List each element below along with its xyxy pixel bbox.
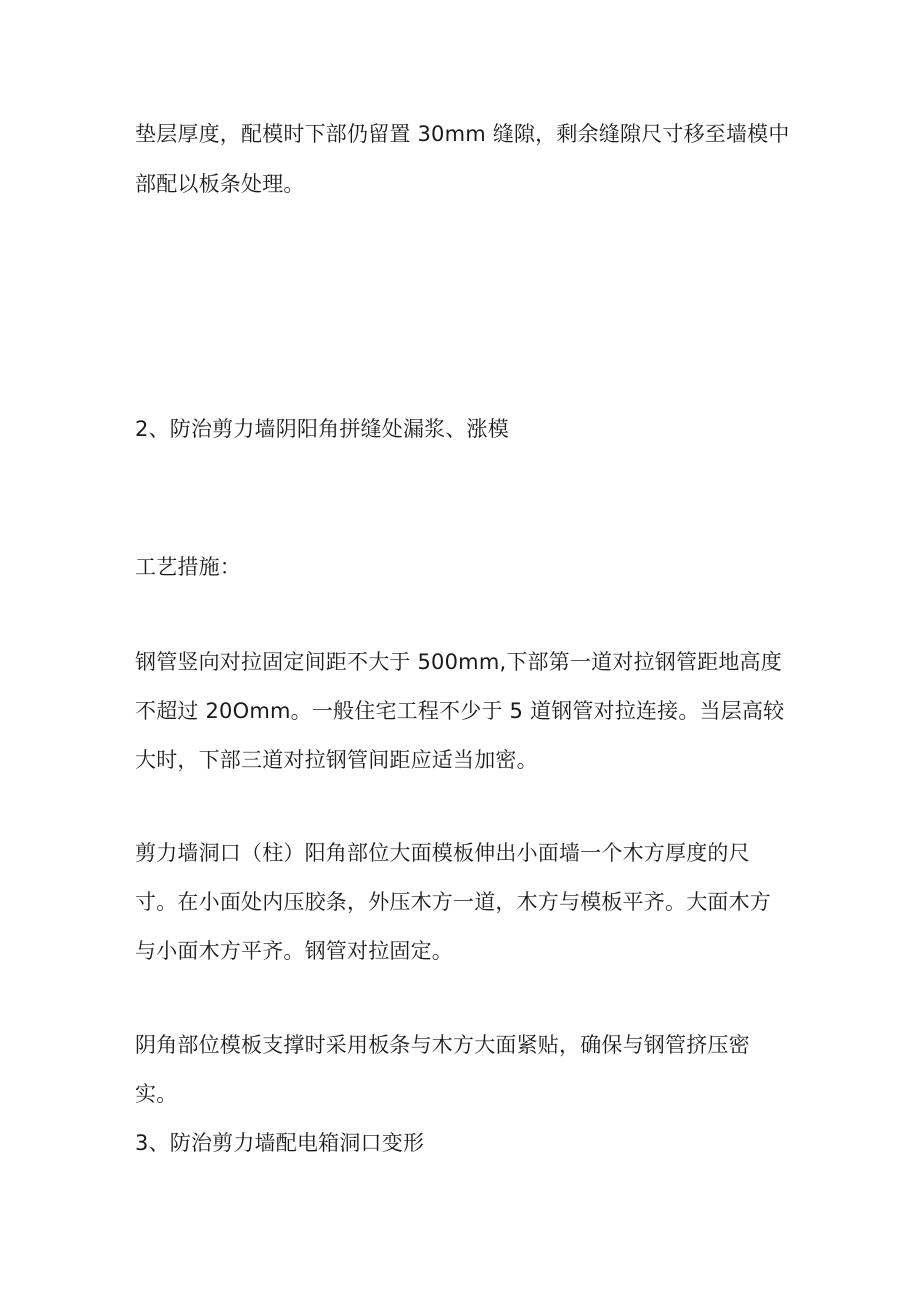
paragraph-line: 阴角部位模板支撑时采用板条与木方大面紧贴，确保与钢管挤压密 bbox=[135, 1033, 750, 1057]
paragraph-line: 寸。在小面处内压胶条，外压木方一道，木方与模板平齐。大面木方 bbox=[135, 890, 771, 914]
paragraph-line: 部配以板条处理。 bbox=[135, 172, 305, 196]
section-heading-2: 2、防治剪力墙阴阳角拼缝处漏浆、涨模 bbox=[135, 417, 509, 441]
paragraph-line: 钢管竖向对拉固定间距不大于 500mm,下部第一道对拉钢管距地高度 bbox=[135, 650, 782, 674]
paragraph-line: 不超过 20Omm。一般住宅工程不少于 5 道钢管对拉连接。当层高较 bbox=[135, 699, 785, 723]
subheading-process-measures: 工艺措施： bbox=[135, 555, 241, 579]
paragraph-line: 实。 bbox=[135, 1082, 178, 1106]
paragraph-line: 与小面木方平齐。钢管对拉固定。 bbox=[135, 939, 453, 963]
paragraph-line: 大时，下部三道对拉钢管间距应适当加密。 bbox=[135, 748, 538, 772]
section-heading-3: 3、防治剪力墙配电箱洞口变形 bbox=[135, 1131, 425, 1155]
paragraph-line: 垫层厚度，配模时下部仍留置 30mm 缝隙，剩余缝隙尺寸移至墙模中 bbox=[135, 122, 790, 146]
paragraph-line: 剪力墙洞口（柱）阳角部位大面模板伸出小面墙一个木方厚度的尺 bbox=[135, 841, 750, 865]
